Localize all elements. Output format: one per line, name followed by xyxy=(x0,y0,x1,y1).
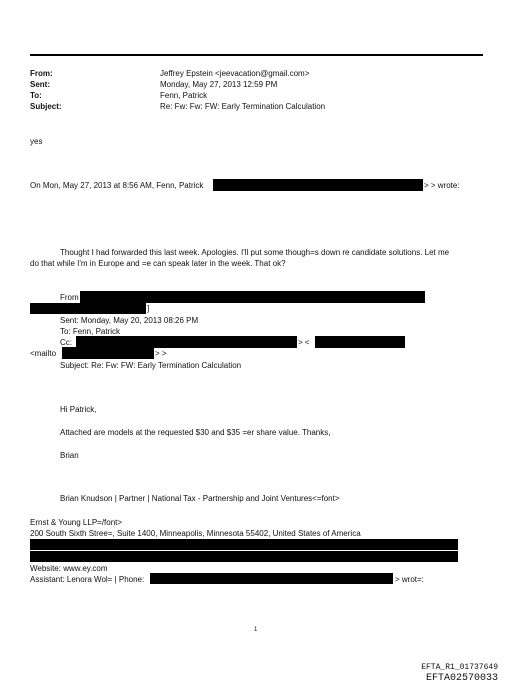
subject-label: Subject: xyxy=(30,102,62,111)
redaction-bar xyxy=(30,539,458,550)
website-line: Website: www.ey.com xyxy=(30,564,108,573)
fwd-to: To: Fenn, Patrick xyxy=(60,327,121,336)
company-line: Ernst & Young LLP=/font> xyxy=(30,518,123,527)
paragraph-line-1: Thought I had forwarded this last week. Apologies. I'll put some though=s down re candidate solutions. Let me xyxy=(60,248,450,257)
wrote-end: > wrot=: xyxy=(395,575,424,584)
bates-number-2: EFTA02570033 xyxy=(425,673,498,684)
redaction-bar xyxy=(80,291,425,303)
top-rule xyxy=(30,54,483,56)
quote-intro-end: > > wrote: xyxy=(424,181,460,190)
mailto-end: > > xyxy=(155,349,167,358)
redaction-bar xyxy=(315,336,405,348)
bates-number-1: EFTA_R1_01737649 xyxy=(421,663,498,672)
signature-name: Brian xyxy=(60,451,79,460)
fwd-cc-label: Cc: xyxy=(60,338,72,347)
fwd-from-label: From xyxy=(60,293,79,302)
greeting: Hi Patrick, xyxy=(60,405,97,414)
paragraph-line-2: do that while I'm in Europe and =e can speak later in the week. That ok? xyxy=(30,259,286,268)
redaction-bar xyxy=(62,347,154,359)
sent-value: Monday, May 27, 2013 12:59 PM xyxy=(160,80,278,89)
redaction-bar xyxy=(30,303,146,314)
assistant-line: Assistant: Lenora Wol= | Phone: xyxy=(30,575,145,584)
fwd-cc-mid: > < xyxy=(298,338,310,347)
fwd-subject: Subject: Re: Fw: FW: Early Termination Calculation xyxy=(60,361,242,370)
attached-line: Attached are models at the requested $30 and $35 =er share value. Thanks, xyxy=(60,428,331,437)
redaction-bar xyxy=(30,551,458,562)
fwd-from-end: ] xyxy=(147,304,150,313)
subject-value: Re: Fw: Fw: FW: Early Termination Calculation xyxy=(160,102,326,111)
reply-text: yes xyxy=(30,137,43,146)
from-label: From: xyxy=(30,69,53,78)
page-number: 1 xyxy=(254,627,258,633)
mailto-label: <mailto xyxy=(30,349,57,358)
from-value: Jeffrey Epstein <jeevacation@gmail.com> xyxy=(160,69,310,78)
to-label: To: xyxy=(30,91,42,100)
address-line: 200 South Sixth Stree=, Suite 1400, Minneapolis, Minnesota 55402, United States of America xyxy=(30,529,361,538)
redaction-bar xyxy=(150,573,393,584)
quote-intro-start: On Mon, May 27, 2013 at 8:56 AM, Fenn, Patrick xyxy=(30,181,204,190)
sent-label: Sent: xyxy=(30,80,50,89)
redaction-bar xyxy=(213,179,423,191)
fwd-sent: Sent: Monday, May 20, 2013 08:26 PM xyxy=(60,316,199,325)
signature-line: Brian Knudson | Partner | National Tax - Partnership and Joint Ventures<=font> xyxy=(60,494,340,503)
to-value: Fenn, Patrick xyxy=(160,91,208,100)
